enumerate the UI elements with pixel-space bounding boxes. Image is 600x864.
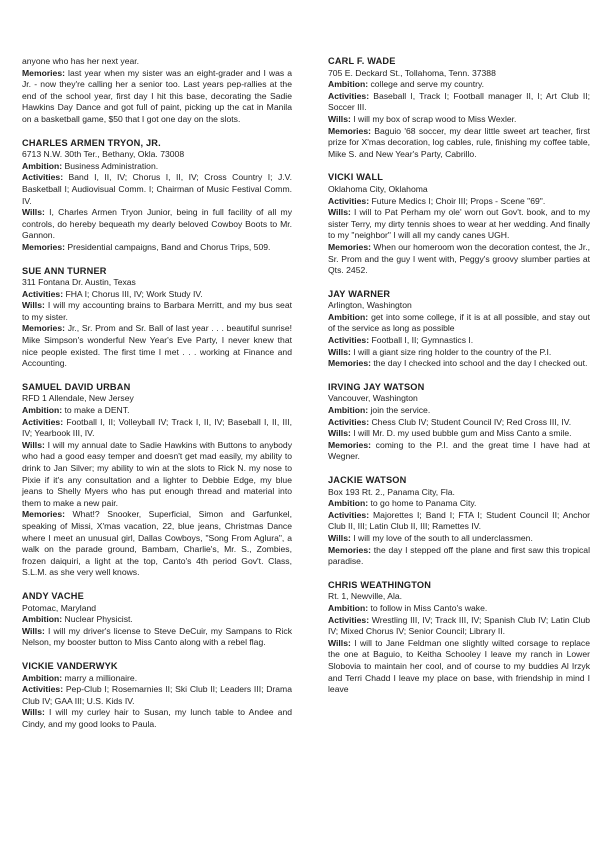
memories-label: Memories:	[22, 241, 65, 252]
senior-entry-tryon	[22, 138, 292, 254]
ambition-text: college and serve my country.	[370, 79, 485, 90]
memories-line	[22, 242, 292, 254]
memories-label: Memories:	[328, 241, 371, 252]
wills-label: Wills:	[328, 346, 351, 357]
senior-name: CHRIS WEATHINGTON	[328, 579, 432, 590]
ambition-label: Ambition:	[328, 405, 369, 416]
activities-label: Activities:	[328, 416, 370, 427]
ambition-line	[22, 614, 292, 626]
memories-line	[328, 358, 590, 370]
continued-text: anyone who has her next year.	[22, 56, 140, 66]
activities-text: Band I, II, IV; Chorus I, II, IV; Cross Country I; J.V. Basketball I; Audiovisual Comm. I; Chairman of Music Festival Comm. IV.	[22, 172, 292, 206]
ambition-label: Ambition:	[328, 498, 369, 509]
activities-label: Activities:	[22, 684, 64, 695]
memories-label: Memories:	[328, 125, 371, 136]
wills-text: I will my love of the south to all underclassmen.	[353, 532, 533, 543]
wills-text: I will my driver's license to Steve DeCuir, my Sampans to Rick Nelson, my booster button to Miss Canto along with a rebel flag.	[22, 625, 293, 648]
activities-label: Activities:	[328, 90, 370, 101]
ambition-text: to go home to Panama City.	[370, 498, 477, 509]
memories-text: last year when my sister was an eight-grader and I was a Jr. - now they're calling her a senior too. Last years pep-rallies at the end of the school year, first day I hit this base, decorating the Sadie Hawkins Day Dance and got full of paint, picking up the cat in Manila on a basketball game, $50 that I got one day on the slots.	[22, 67, 293, 124]
senior-address: Vancouver, Washington	[328, 393, 418, 404]
memories-line	[22, 509, 292, 579]
senior-entry-jackie-watson	[328, 475, 590, 568]
activities-text: Future Medics I; Choir III; Props - Scene "69".	[371, 195, 546, 206]
ambition-line	[22, 673, 292, 685]
wills-text: I will my annual date to Sadie Hawkins with Buttons to anybody who had a good easy temper and doesn't get mad easily, my ability to drink to Jan Silver; my ability to win at the slots to Rick N. my nose to Pixie if it's any consultation and a lighter to Debbie Edge, my blue jeans to Shelly Myers who has put enough thread and material into them to make a new pair.	[22, 439, 292, 508]
ambition-label: Ambition:	[328, 79, 369, 90]
wills-text: I will my box of scrap wood to Miss Wexler.	[353, 113, 517, 124]
ambition-line	[328, 79, 590, 91]
senior-entry-warner	[328, 289, 590, 370]
wills-label: Wills:	[22, 300, 45, 311]
activities-text: Wrestling III, IV; Track III, IV; Spanish Club IV; Latin Club IV; Mixed Chorus IV; Senior Council; Library II.	[328, 614, 590, 637]
memories-line	[328, 440, 590, 463]
wills-label: Wills:	[22, 707, 45, 718]
wills-text: I will my curley hair to Susan, my lunch table to Andee and Cindy, and my good looks to Paula.	[22, 707, 293, 729]
ambition-label: Ambition:	[328, 311, 369, 322]
activities-text: Football I, II; Volleyball IV; Track I, II, IV; Baseball I, II, III, IV; Yearbook III, IV.	[22, 416, 293, 439]
memories-text: What!? Snooker, Superficial, Simon and Garfunkel, speaking of Missi, X'mas vacation, 22, blue jeans, Christmas Dance where I meet an unusual girl, Dallas Cowboys, "Song From Aglura", a walk on the parade ground, Bambam, Charlie's, Mr. S., Zombies, frozen daiquiri, a light at the top, Canto's 4th period Gov't. Class, S.L.M. as she very well knows.	[22, 509, 292, 578]
wills-text: I will to Jane Feldman one slightly wilted corsage to replace the one at Baguio, to Keitha Schooley I leave my ranch in Lower Slobovia to maintain her cool, and of course to my buddies Al Irzyk and Terri Chadd I leave my place on base, with friendship in mind I leave	[328, 637, 590, 695]
memories-label: Memories:	[328, 439, 371, 450]
senior-name: VICKI WALL	[328, 172, 384, 183]
activities-line	[328, 335, 590, 347]
wills-text: I will a giant size ring holder to the country of the P.I.	[353, 346, 552, 357]
wills-line	[328, 347, 590, 359]
senior-address: Arlington, Washington	[328, 300, 412, 311]
ambition-line	[22, 405, 292, 417]
continued-entry	[22, 56, 292, 126]
senior-entry-turner	[22, 266, 292, 370]
wills-label: Wills:	[22, 625, 45, 636]
wills-line	[328, 428, 590, 440]
senior-address: RFD 1 Allendale, New Jersey	[22, 393, 134, 404]
senior-name: JAY WARNER	[328, 288, 391, 299]
ambition-text: get into some college, if it is at all possible, and stay out of the service as long as possible	[328, 311, 590, 334]
activities-text: Chess Club IV; Student Council IV; Red Cross III, IV.	[371, 416, 572, 427]
memories-label: Memories:	[22, 67, 65, 78]
activities-label: Activities:	[22, 288, 64, 299]
senior-entry-wade	[328, 56, 590, 160]
wills-line	[328, 638, 590, 696]
wills-label: Wills:	[328, 207, 351, 218]
memories-line	[328, 126, 590, 161]
ambition-label: Ambition:	[22, 160, 63, 171]
wills-label: Wills:	[328, 428, 351, 439]
activities-line	[328, 196, 590, 208]
senior-name: SAMUEL DAVID URBAN	[22, 381, 131, 392]
activities-text: Majorettes I; Band I; FTA I; Student Council II; Anchor Club II, III; Latin Club II, III; Ramettes IV.	[328, 509, 591, 532]
senior-entry-wall	[328, 172, 590, 276]
activities-label: Activities:	[328, 335, 370, 346]
senior-address: Potomac, Maryland	[22, 602, 97, 613]
right-column	[328, 56, 590, 708]
memories-text: the day I stepped off the plane and first saw this tropical paradise.	[328, 544, 590, 567]
wills-line	[22, 300, 292, 323]
ambition-line	[22, 161, 292, 173]
activities-text: Football I, II; Gymnastics I.	[371, 335, 474, 346]
ambition-label: Ambition:	[22, 405, 63, 416]
wills-line	[22, 207, 292, 242]
activities-label: Activities:	[328, 614, 370, 625]
activities-text: Baseball I, Track I; Football manager II, I; Art Club II; Soccer III.	[328, 90, 590, 113]
activities-line	[328, 91, 590, 114]
senior-name: CARL F. WADE	[328, 56, 396, 66]
memories-text: Jr., Sr. Prom and Sr. Ball of last year . . . beautiful sunrise! Mike Simpson's wonderful New Year's Eve Party, I never knew that nice people existed. The first time I met . . . working at Finance and Accounting.	[22, 323, 293, 369]
wills-text: I will to Pat Perham my ole' worn out Gov't. book, and to my sister Terry, my dirty tennis shoes to wear at her wedding. And finally to my "neighbor" I will all my candy canes UGH.	[328, 207, 590, 241]
memories-text: Baguio '68 soccer, my dear little sweet art teacher, first prize for X'mas decoration, log cables, rule, finishing my coffee table, Mike S. and New Year's Party, Cabrillo.	[328, 125, 591, 159]
ambition-label: Ambition:	[328, 602, 369, 613]
memories-label: Memories:	[22, 323, 65, 334]
activities-line	[22, 684, 292, 707]
senior-entry-vanderwyk	[22, 661, 292, 731]
wills-label: Wills:	[328, 113, 351, 124]
senior-address: Oklahoma City, Oklahoma	[328, 183, 428, 194]
activities-label: Activities:	[22, 172, 64, 183]
wills-text: I, Charles Armen Tryon Junior, being in full facility of all my controls, do hereby bequeath my dearly beloved Cowboy Boots to Mr. Gannon.	[22, 207, 292, 241]
memories-line	[328, 545, 590, 568]
memories-line	[22, 323, 292, 369]
senior-name: JACKIE WATSON	[328, 475, 407, 485]
memories-label: Memories:	[22, 509, 65, 520]
ambition-text: Business Administration.	[64, 160, 159, 171]
memories-line	[328, 242, 590, 277]
ambition-line	[328, 603, 590, 615]
senior-address: 705 E. Deckard St., Tollahoma, Tenn. 37388	[328, 67, 496, 78]
memories-label: Memories:	[328, 358, 371, 369]
ambition-line	[328, 498, 590, 510]
ambition-text: Nuclear Physicist.	[64, 614, 133, 625]
ambition-text: marry a millionaire.	[64, 672, 138, 683]
activities-line	[328, 615, 590, 638]
ambition-text: join the service.	[370, 405, 431, 416]
wills-line	[328, 207, 590, 242]
wills-label: Wills:	[22, 207, 45, 218]
senior-name: IRVING JAY WATSON	[328, 381, 425, 392]
activities-line	[22, 417, 292, 440]
senior-entry-urban	[22, 382, 292, 579]
ambition-label: Ambition:	[22, 614, 63, 625]
wills-label: Wills:	[22, 439, 45, 450]
senior-name: VICKIE VANDERWYK	[22, 660, 118, 671]
activities-text: Pep-Club I; Rosemarnies II; Ski Club II; Leaders III; Drama Club IV; GAA III; U.S. Kids IV.	[22, 684, 292, 706]
memories-text: the day I checked into school and the day I checked out.	[373, 358, 588, 369]
memories-text: When our homeroom won the decoration contest, the Jr., Sr. Prom and the guy I went with, Peggy's groovy slumber parties at Qts. 2452.	[328, 241, 590, 276]
wills-line	[22, 707, 292, 730]
activities-line	[22, 172, 292, 207]
senior-name: SUE ANN TURNER	[22, 265, 107, 276]
memories-text: Presidential campaigns, Band and Chorus Trips, 509.	[67, 241, 271, 252]
wills-text: I will Mr. D. my used bubble gum and Miss Canto a smile.	[353, 428, 572, 439]
wills-line	[328, 533, 590, 545]
continued-memories	[22, 68, 292, 126]
senior-name: ANDY VACHE	[22, 590, 84, 601]
activities-text: FHA I; Chorus III, IV; Work Study IV.	[65, 288, 203, 299]
senior-name: CHARLES ARMEN TRYON, JR.	[22, 137, 161, 148]
memories-text: coming to the P.I. and the great time I have had at Wegner.	[328, 439, 590, 462]
wills-label: Wills:	[328, 637, 351, 648]
senior-address: Box 193 Rt. 2., Panama City, Fla.	[328, 486, 455, 497]
wills-text: I will my accounting brains to Barbara Merritt, and my bus seat to my sister.	[22, 300, 293, 322]
ambition-line	[328, 312, 590, 335]
activities-label: Activities:	[328, 509, 370, 520]
senior-entry-irving-watson	[328, 382, 590, 463]
activities-line	[328, 417, 590, 429]
left-column	[22, 56, 292, 742]
activities-label: Activities:	[22, 416, 64, 427]
ambition-text: to follow in Miss Canto's wake.	[370, 602, 488, 613]
wills-line	[328, 114, 590, 126]
senior-entry-vache	[22, 591, 292, 649]
activities-line	[22, 289, 292, 301]
senior-address: 6713 N.W. 30th Ter., Bethany, Okla. 73008	[22, 149, 185, 160]
senior-address: Rt. 1, Newville, Ala.	[328, 591, 403, 602]
activities-line	[328, 510, 590, 533]
ambition-label: Ambition:	[22, 672, 63, 683]
senior-address: 311 Fontana Dr. Austin, Texas	[22, 277, 136, 288]
wills-line	[22, 440, 292, 510]
ambition-line	[328, 405, 590, 417]
wills-line	[22, 626, 292, 649]
activities-label: Activities:	[328, 195, 370, 206]
memories-label: Memories:	[328, 544, 371, 555]
wills-label: Wills:	[328, 532, 351, 543]
ambition-text: to make a DENT.	[64, 405, 130, 416]
senior-entry-weathington	[328, 580, 590, 696]
